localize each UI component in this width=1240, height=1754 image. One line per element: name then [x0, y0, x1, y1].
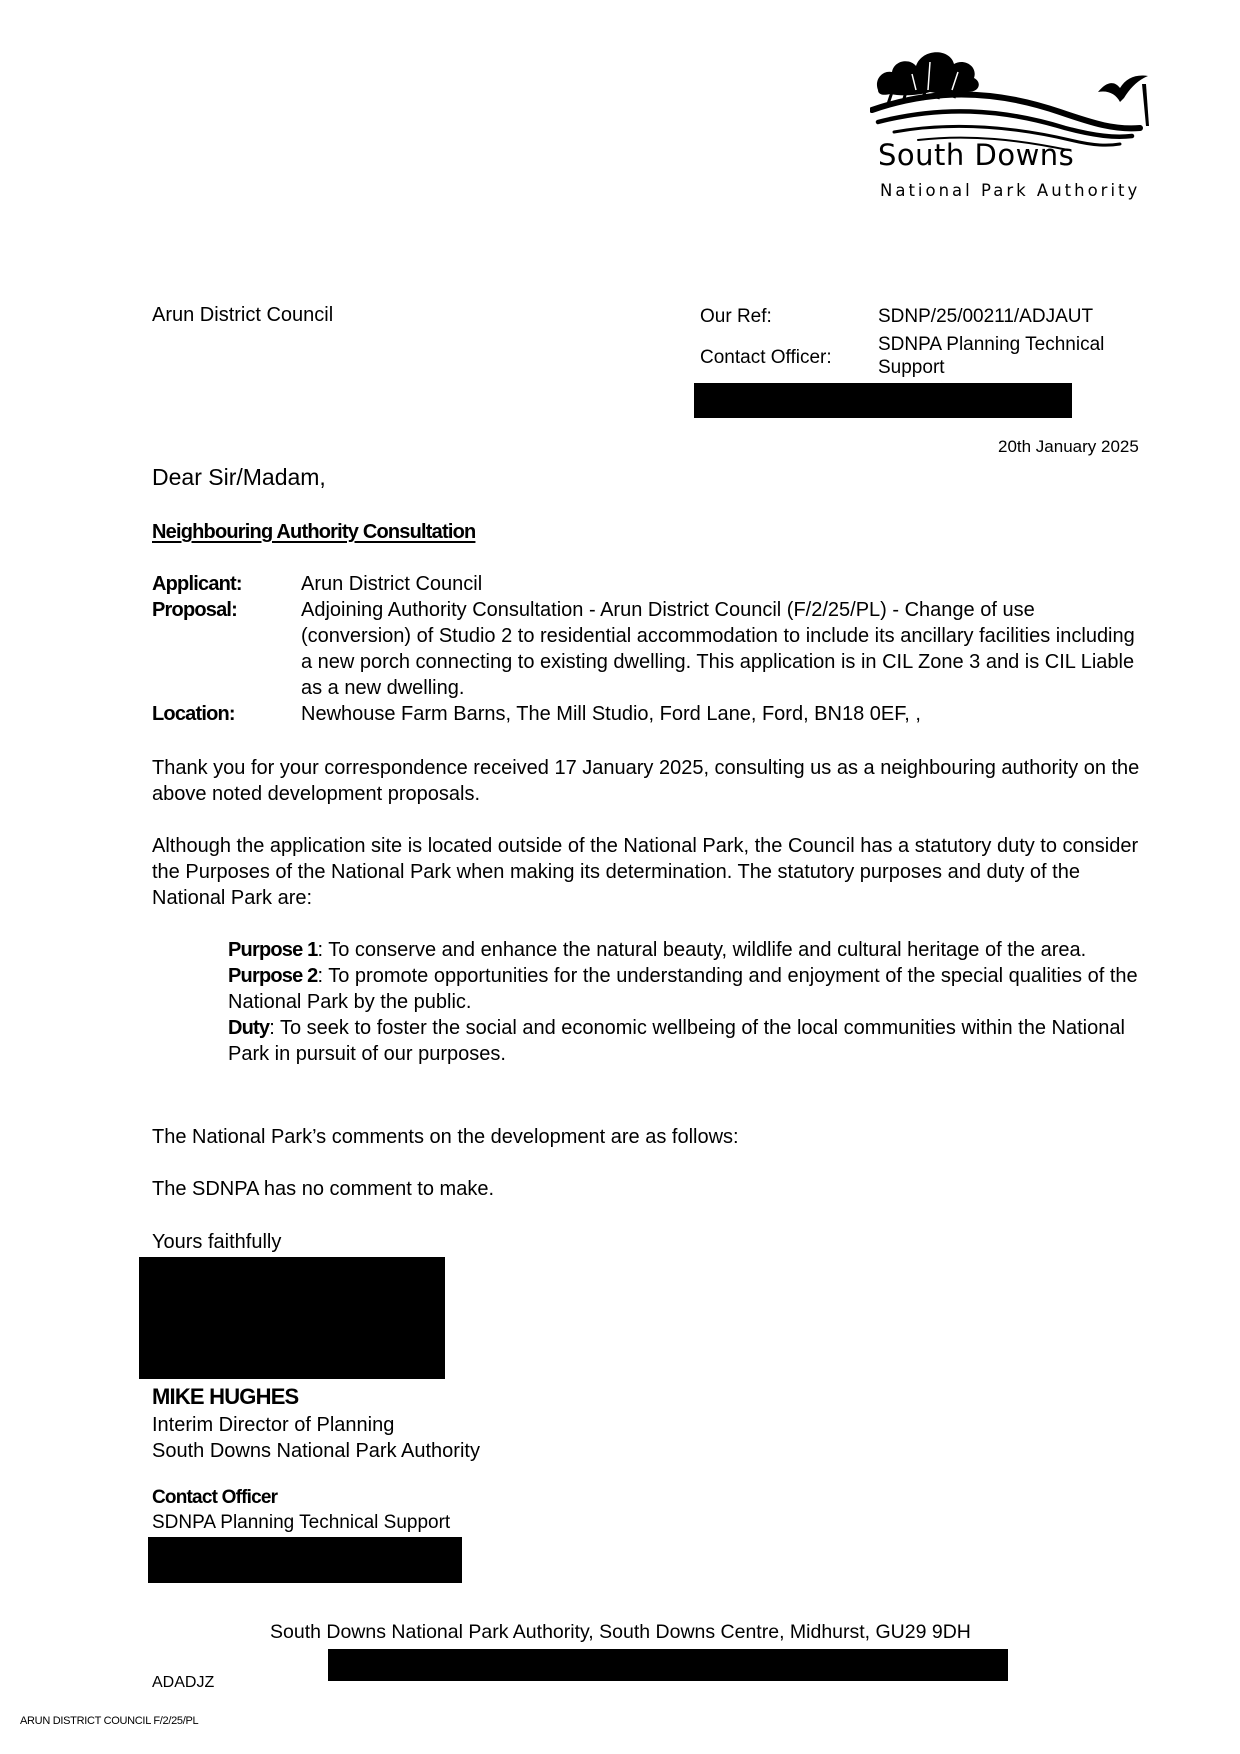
duty [228, 1015, 1138, 1067]
body-paragraph: The National Park’s comments on the development are as follows: [152, 1126, 739, 1148]
body-paragraph: Although the application site is located outside of the National Park, the Council has a statutory duty to consider the Purposes of the National Park when making its determination. The statutory purposes and duty of the National Park are: [152, 835, 1139, 909]
logo-name: South Downs [878, 138, 1075, 172]
purposes-list [228, 937, 1138, 1067]
bird-icon [1098, 76, 1149, 127]
letter-heading: Neighbouring Authority Consultation [152, 521, 476, 543]
council-stamp: ARUN DISTRICT COUNCIL F/2/25/PL [20, 1715, 199, 1727]
our-ref-label: Our Ref: [700, 306, 772, 327]
signer-organisation: South Downs National Park Authority [152, 1440, 480, 1462]
applicant-value: Arun District Council [301, 573, 483, 595]
footer-redaction [328, 1649, 1008, 1681]
purpose-1-text: : To conserve and enhance the natural beauty, wildlife and cultural heritage of the area. [317, 939, 1087, 961]
salutation: Dear Sir/Madam, [152, 464, 326, 490]
purpose-1-label: Purpose 1 [228, 939, 318, 961]
purpose-1 [228, 937, 1138, 963]
body-paragraph: The SDNPA has no comment to make. [152, 1178, 495, 1200]
letter-date: 20th January 2025 [998, 437, 1139, 456]
body-paragraph: Thank you for your correspondence received 17 January 2025, consulting us as a neighbouring authority on the above noted development proposals. [152, 757, 1140, 805]
proposal-label: Proposal: [152, 599, 238, 621]
contact-officer-heading: Contact Officer [152, 1487, 278, 1508]
logo-subtitle: National Park Authority [880, 181, 1141, 200]
signer-name: MIKE HUGHES [152, 1384, 299, 1409]
redaction-block [694, 383, 1072, 418]
location-value: Newhouse Farm Barns, The Mill Studio, Ford Lane, Ford, BN18 0EF, , [301, 703, 921, 725]
contact-officer-label: Contact Officer: [700, 347, 832, 368]
recipient-address: Arun District Council [152, 304, 334, 326]
duty-text: : To seek to foster the social and economic wellbeing of the local communities within the National Park in pursuit of our purposes. [228, 1017, 1125, 1065]
purpose-2 [228, 963, 1138, 1015]
contact-officer-name: SDNPA Planning Technical Support [152, 1512, 451, 1533]
signer-title: Interim Director of Planning [152, 1414, 395, 1436]
our-ref-value: SDNP/25/00211/ADJAUT [878, 306, 1094, 327]
purpose-2-text: : To promote opportunities for the understanding and enjoyment of the special qualities of the National Park by the public. [228, 965, 1138, 1013]
purpose-2-label: Purpose 2 [228, 965, 318, 987]
contact-redaction [148, 1537, 462, 1583]
applicant-label: Applicant: [152, 573, 242, 595]
footer-address: South Downs National Park Authority, South Downs Centre, Midhurst, GU29 9DH [270, 1621, 971, 1643]
duty-label: Duty [228, 1017, 270, 1039]
contact-officer-value: SDNPA Planning Technical Support [878, 334, 1105, 378]
document-code: ADADJZ [152, 1674, 215, 1691]
proposal-value: Adjoining Authority Consultation - Arun District Council (F/2/25/PL) - Change of use (conversion) of Studio 2 to residential accommodation to include its ancillary facilities including a new porch connecting to existing dwelling. This application is in CIL Zone 3 and is CIL Liable as a new dwelling. [301, 599, 1135, 699]
sign-off: Yours faithfully [152, 1231, 282, 1253]
location-label: Location: [152, 703, 235, 725]
signature-redaction [139, 1257, 445, 1379]
